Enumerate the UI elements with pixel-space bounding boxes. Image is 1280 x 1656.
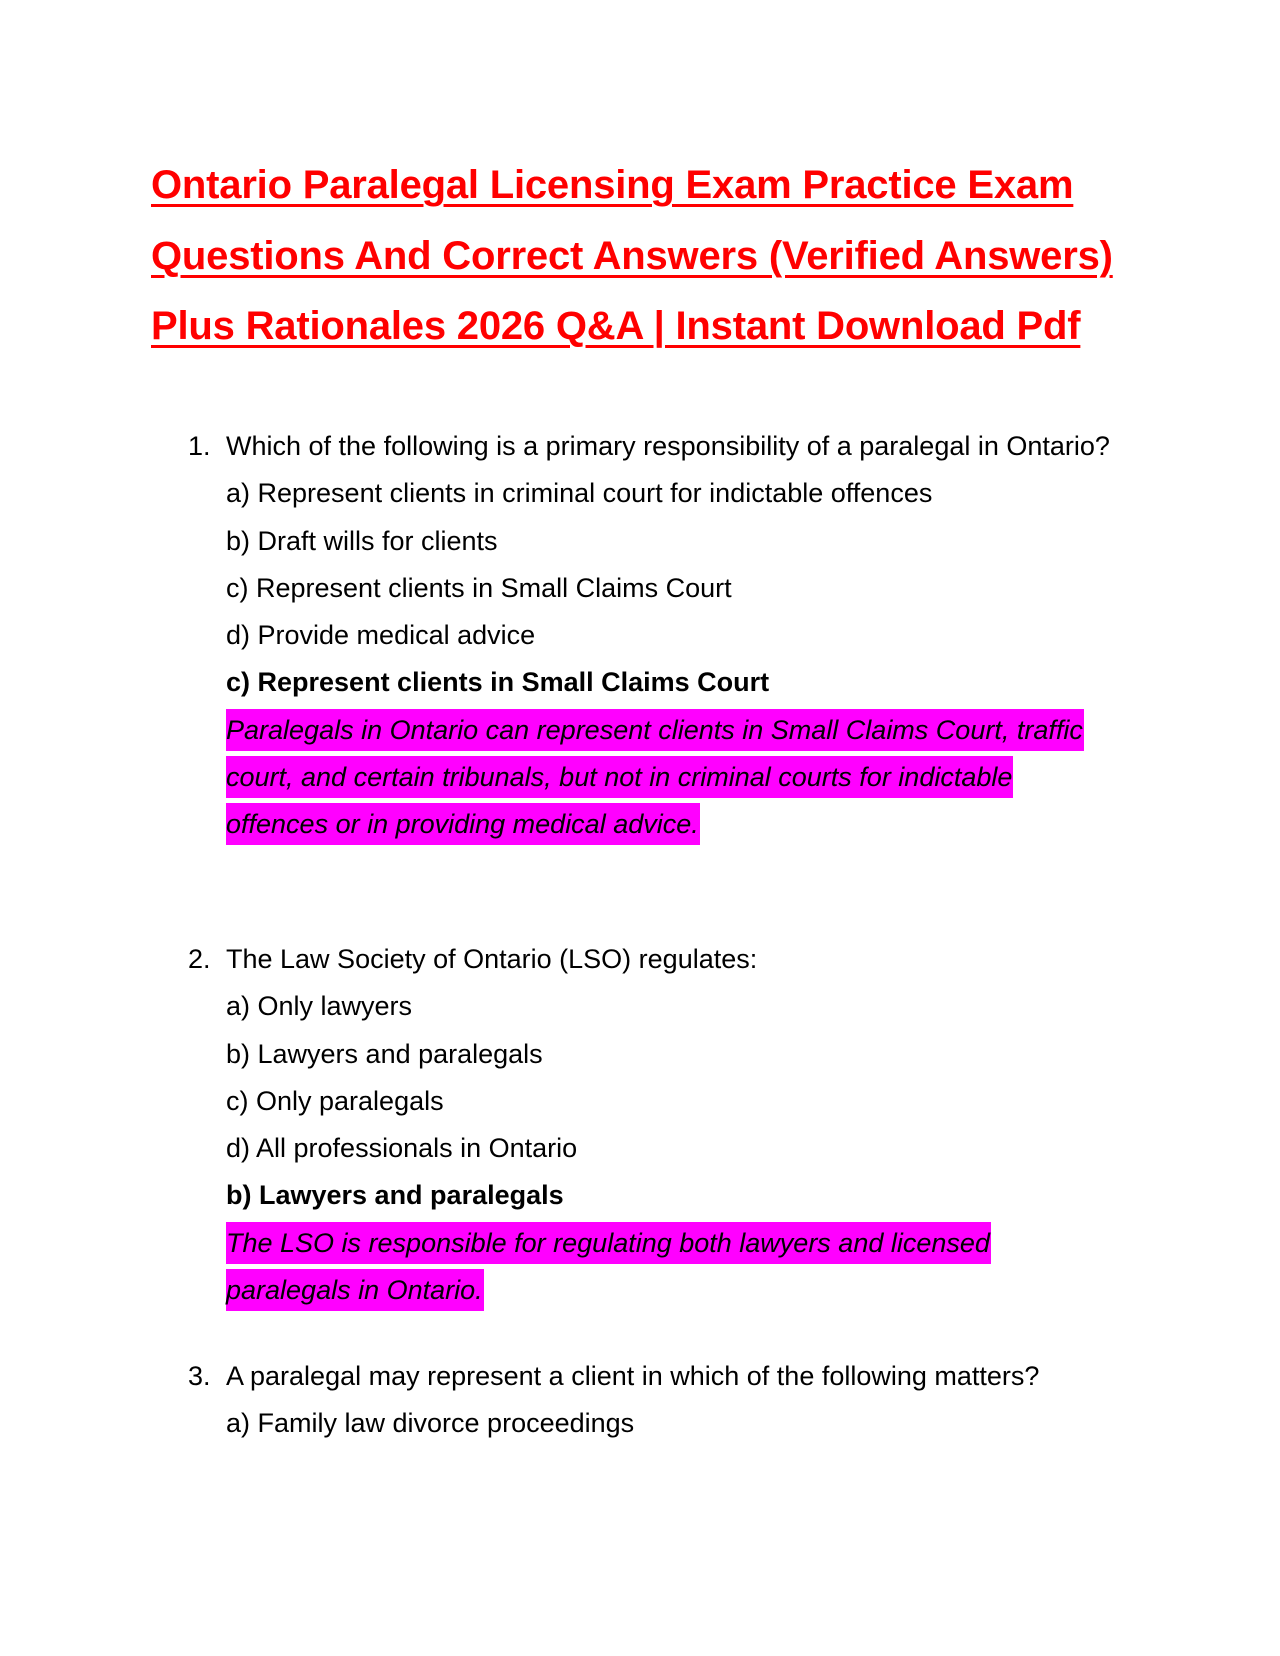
question-number: 3. <box>188 1361 211 1391</box>
question-text: A paralegal may represent a client in which of the following matters? <box>226 1361 1040 1391</box>
question-body <box>226 1353 1126 1448</box>
option-d: d) Provide medical advice <box>226 620 536 651</box>
option-a: a) Family law divorce proceedings <box>226 1408 635 1439</box>
option-b: b) Draft wills for clients <box>226 525 498 556</box>
question-body <box>226 936 1126 1314</box>
document-title: Ontario Paralegal Licensing Exam Practice Exam Questions And Correct Answers (Verified Answers) Plus Rationales 2026 Q&A | Instant Download Pdf <box>151 163 1113 348</box>
question-text: Which of the following is a primary responsibility of a paralegal in Ontario? <box>226 431 1110 461</box>
option-b: b) Lawyers and paralegals <box>226 1038 543 1069</box>
option-d: d) All professionals in Ontario <box>226 1133 578 1164</box>
question-number: 1. <box>188 431 211 461</box>
question-text: The Law Society of Ontario (LSO) regulates: <box>226 944 758 974</box>
question-body <box>226 423 1126 849</box>
rationale-text: The LSO is responsible for regulating both lawyers and licensed paralegals in Ontario. <box>226 1222 991 1311</box>
option-a: a) Represent clients in criminal court for indictable offences <box>226 478 933 509</box>
option-c: c) Only paralegals <box>226 1085 444 1116</box>
rationale <box>226 707 1106 849</box>
rationale-text: Paralegals in Ontario can represent clients in Small Claims Court, traffic court, and certain tribunals, but not in criminal courts for indictable offences or in providing medical advice. <box>226 709 1084 846</box>
correct-answer: c) Represent clients in Small Claims Court <box>226 667 770 698</box>
question-number: 2. <box>188 944 211 974</box>
option-a: a) Only lawyers <box>226 991 413 1022</box>
option-c: c) Represent clients in Small Claims Court <box>226 572 732 603</box>
correct-answer: b) Lawyers and paralegals <box>226 1180 564 1211</box>
rationale <box>226 1220 1106 1315</box>
